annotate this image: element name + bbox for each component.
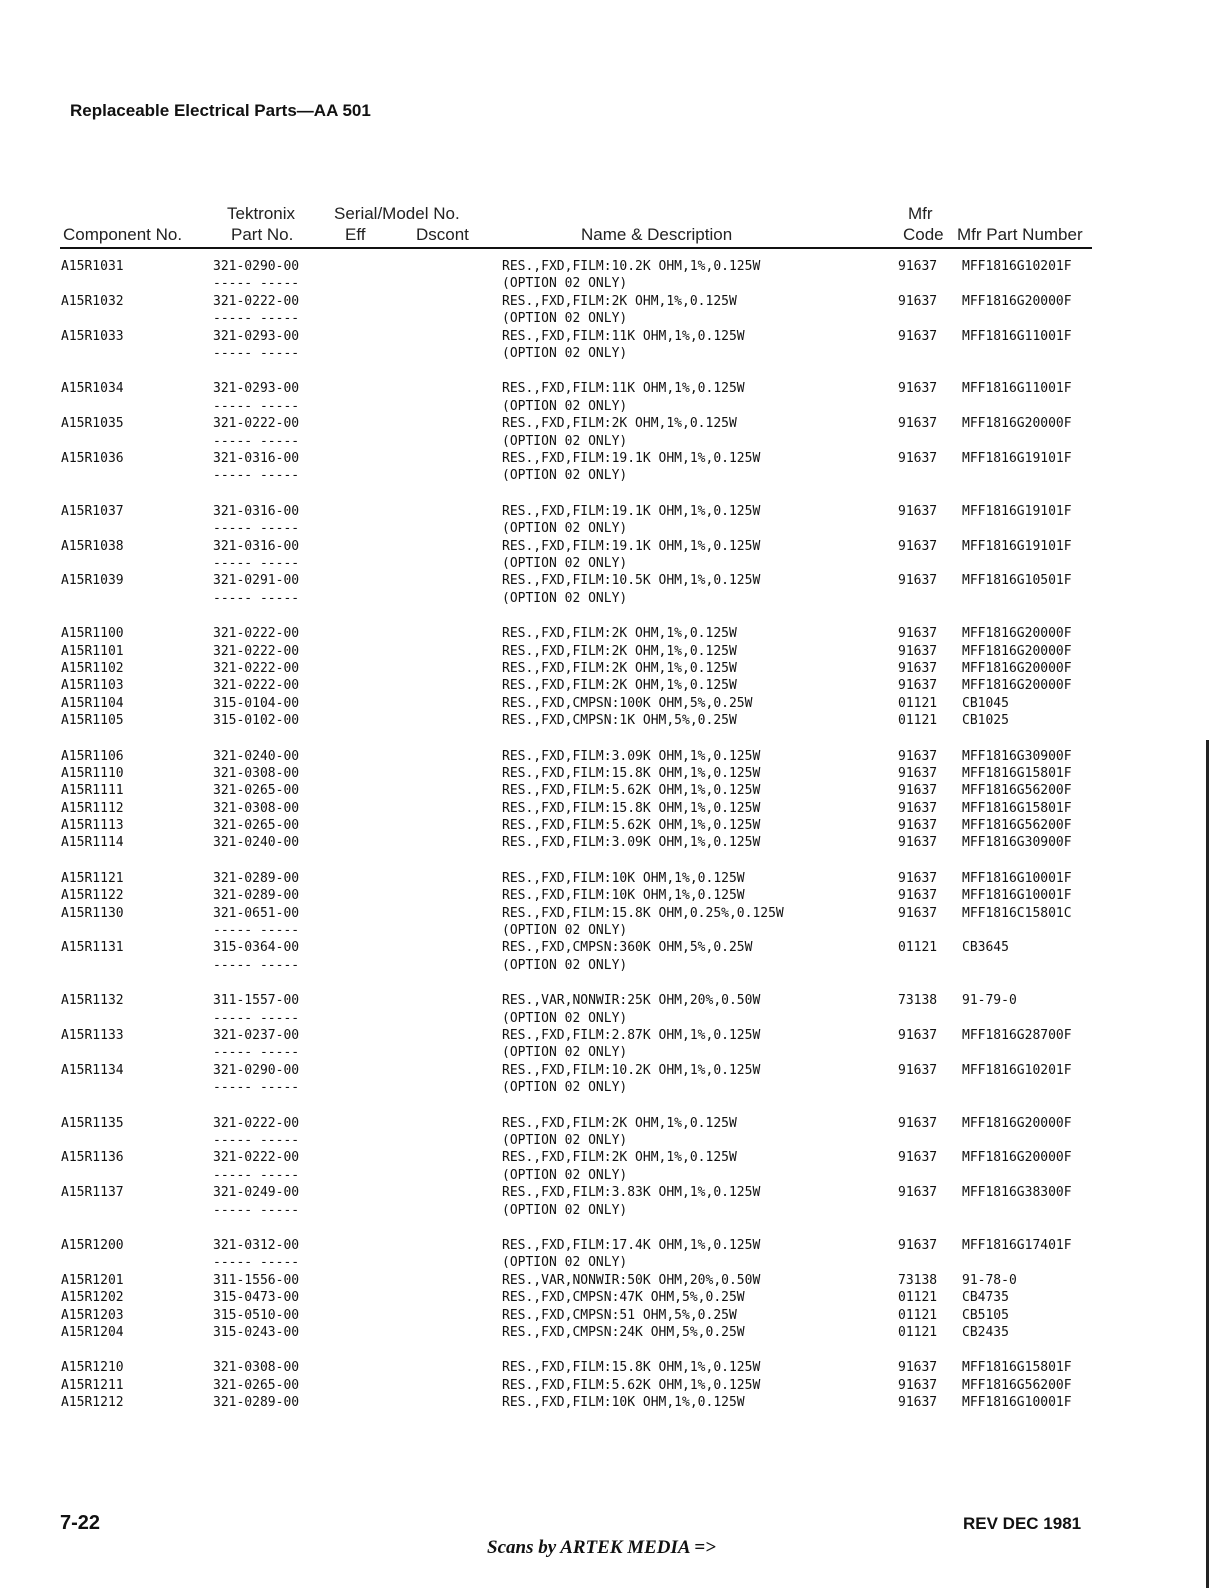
mfr-code: 91637 — [898, 259, 938, 274]
component-no: A15R1210 — [61, 1360, 124, 1376]
table-row — [0, 905, 1230, 940]
description: RES.,FXD,FILM:15.8K OHM,0.25%,0.125W — [502, 905, 784, 921]
mfr-part-number: MFF1816G10001F — [962, 870, 1072, 886]
component-no: A15R1112 — [61, 800, 124, 816]
table-row — [0, 538, 1230, 573]
description: RES.,FXD,FILM:15.8K OHM,1%,0.125W — [502, 1360, 761, 1376]
row-group — [0, 1115, 1230, 1219]
mfr-code: 91637 — [898, 905, 938, 921]
part-no-dashes: ----- ----- — [213, 1010, 300, 1026]
component-no: A15R1038 — [61, 538, 124, 554]
mfr-part-number: MFF1816G10001F — [962, 1395, 1072, 1411]
description: RES.,FXD,FILM:2.87K OHM,1%,0.125W — [502, 1028, 761, 1044]
part-no-dashes: ----- ----- — [213, 345, 300, 361]
table-row — [0, 695, 1230, 712]
mfr-part-number: MFF1816G10201F — [962, 1062, 1072, 1078]
row-group — [0, 748, 1230, 852]
row-group — [0, 1237, 1230, 1341]
option-note: (OPTION 02 ONLY) — [502, 276, 628, 292]
component-no: A15R1033 — [61, 328, 124, 344]
description: RES.,FXD,CMPSN:1K OHM,5%,0.25W — [502, 713, 737, 729]
part-no-dashes: ----- ----- — [213, 1167, 300, 1183]
description: RES.,FXD,CMPSN:47K OHM,5%,0.25W — [502, 1290, 745, 1306]
table-row — [0, 1062, 1230, 1097]
mfr-part-number: MFF1816G20000F — [962, 416, 1072, 432]
table-row — [0, 1394, 1230, 1411]
description: RES.,FXD,FILM:2K OHM,1%,0.125W — [502, 626, 737, 642]
mfr-part-number: MFF1816G19101F — [962, 450, 1072, 466]
component-no: A15R1133 — [61, 1028, 124, 1044]
part-no-dashes: ----- ----- — [213, 276, 300, 292]
mfr-code: 91637 — [898, 1062, 938, 1078]
parts-table — [0, 258, 1230, 1430]
component-no: A15R1039 — [61, 573, 124, 589]
part-no-dashes: ----- ----- — [213, 311, 300, 327]
component-no: A15R1135 — [61, 1115, 124, 1131]
col-dscont: Dscont — [416, 225, 469, 244]
component-no: A15R1102 — [61, 660, 124, 676]
table-row — [0, 939, 1230, 974]
component-no: A15R1031 — [61, 259, 124, 274]
tektronix-part-no: 321-0289-00 — [213, 870, 300, 886]
description: RES.,FXD,CMPSN:51 OHM,5%,0.25W — [502, 1307, 737, 1323]
component-no: A15R1203 — [61, 1307, 124, 1323]
table-row — [0, 765, 1230, 782]
tektronix-part-no: 321-0222-00 — [213, 1115, 300, 1131]
page-number: 7-22 — [60, 1512, 101, 1534]
description: RES.,FXD,FILM:3.83K OHM,1%,0.125W — [502, 1185, 761, 1201]
description: RES.,FXD,FILM:19.1K OHM,1%,0.125W — [502, 450, 761, 466]
col-mfr-line2: Code — [903, 225, 944, 244]
description: RES.,FXD,FILM:2K OHM,1%,0.125W — [502, 293, 737, 309]
option-note: (OPTION 02 ONLY) — [502, 433, 628, 449]
mfr-code: 91637 — [898, 1360, 938, 1376]
mfr-part-number: CB1025 — [962, 713, 1009, 729]
mfr-code: 91637 — [898, 800, 938, 816]
mfr-code: 91637 — [898, 1238, 938, 1254]
tektronix-part-no: 315-0473-00 — [213, 1290, 300, 1306]
mfr-part-number: MFF1816G20000F — [962, 643, 1072, 659]
mfr-part-number: CB1045 — [962, 695, 1009, 711]
col-eff: Eff — [345, 225, 366, 244]
component-no: A15R1114 — [61, 835, 124, 851]
mfr-code: 91637 — [898, 835, 938, 851]
description: RES.,FXD,FILM:10K OHM,1%,0.125W — [502, 1395, 745, 1411]
table-row — [0, 1307, 1230, 1324]
component-no: A15R1035 — [61, 416, 124, 432]
row-group — [0, 992, 1230, 1096]
table-row — [0, 643, 1230, 660]
table-row — [0, 1115, 1230, 1150]
part-no-dashes: ----- ----- — [213, 1133, 300, 1149]
component-no: A15R1212 — [61, 1395, 124, 1411]
table-row — [0, 625, 1230, 642]
part-no-dashes: ----- ----- — [213, 468, 300, 484]
component-no: A15R1137 — [61, 1185, 124, 1201]
description: RES.,FXD,FILM:2K OHM,1%,0.125W — [502, 678, 737, 694]
table-row — [0, 748, 1230, 765]
row-group — [0, 258, 1230, 362]
row-group — [0, 870, 1230, 974]
table-row — [0, 1149, 1230, 1184]
mfr-part-number: 91-79-0 — [962, 993, 1017, 1009]
mfr-code: 91637 — [898, 1377, 938, 1393]
mfr-code: 91637 — [898, 1185, 938, 1201]
mfr-code: 91637 — [898, 381, 938, 397]
part-no-dashes: ----- ----- — [213, 923, 300, 939]
tektronix-part-no: 321-0316-00 — [213, 503, 300, 519]
tektronix-part-no: 321-0237-00 — [213, 1028, 300, 1044]
tektronix-part-no: 321-0289-00 — [213, 888, 300, 904]
tektronix-part-no: 321-0293-00 — [213, 381, 300, 397]
mfr-code: 91637 — [898, 328, 938, 344]
description: RES.,FXD,FILM:5.62K OHM,1%,0.125W — [502, 1377, 761, 1393]
column-headers — [0, 200, 1230, 250]
mfr-part-number: MFF1816G15801F — [962, 765, 1072, 781]
description: RES.,VAR,NONWIR:25K OHM,20%,0.50W — [502, 993, 761, 1009]
mfr-code: 91637 — [898, 678, 938, 694]
tektronix-part-no: 321-0651-00 — [213, 905, 300, 921]
mfr-code: 01121 — [898, 695, 938, 711]
description: RES.,FXD,FILM:10.5K OHM,1%,0.125W — [502, 573, 761, 589]
tektronix-part-no: 321-0222-00 — [213, 626, 300, 642]
tektronix-part-no: 321-0222-00 — [213, 660, 300, 676]
option-note: (OPTION 02 ONLY) — [502, 590, 628, 606]
mfr-code: 91637 — [898, 450, 938, 466]
table-row — [0, 572, 1230, 607]
part-no-dashes: ----- ----- — [213, 1202, 300, 1218]
component-no: A15R1131 — [61, 940, 124, 956]
mfr-part-number: MFF1816G20000F — [962, 293, 1072, 309]
table-row — [0, 834, 1230, 851]
mfr-code: 91637 — [898, 573, 938, 589]
description: RES.,FXD,FILM:10K OHM,1%,0.125W — [502, 888, 745, 904]
tektronix-part-no: 315-0510-00 — [213, 1307, 300, 1323]
mfr-part-number: MFF1816G56200F — [962, 1377, 1072, 1393]
mfr-code: 91637 — [898, 660, 938, 676]
part-no-dashes: ----- ----- — [213, 521, 300, 537]
tektronix-part-no: 321-0290-00 — [213, 1062, 300, 1078]
description: RES.,FXD,FILM:5.62K OHM,1%,0.125W — [502, 818, 761, 834]
col-tek-line1: Tektronix — [227, 204, 296, 223]
description: RES.,FXD,FILM:11K OHM,1%,0.125W — [502, 381, 745, 397]
table-row — [0, 415, 1230, 450]
description: RES.,FXD,FILM:2K OHM,1%,0.125W — [502, 1150, 737, 1166]
mfr-code: 01121 — [898, 1324, 938, 1340]
mfr-code: 91637 — [898, 416, 938, 432]
tektronix-part-no: 321-0265-00 — [213, 1377, 300, 1393]
mfr-code: 91637 — [898, 626, 938, 642]
description: RES.,FXD,FILM:3.09K OHM,1%,0.125W — [502, 835, 761, 851]
mfr-part-number: MFF1816G17401F — [962, 1238, 1072, 1254]
mfr-part-number: MFF1816G38300F — [962, 1185, 1072, 1201]
mfr-part-number: MFF1816G20000F — [962, 1115, 1072, 1131]
component-no: A15R1101 — [61, 643, 124, 659]
mfr-code: 91637 — [898, 888, 938, 904]
tektronix-part-no: 321-0222-00 — [213, 643, 300, 659]
component-no: A15R1204 — [61, 1324, 124, 1340]
part-no-dashes: ----- ----- — [213, 433, 300, 449]
description: RES.,FXD,FILM:10K OHM,1%,0.125W — [502, 870, 745, 886]
table-row — [0, 450, 1230, 485]
description: RES.,FXD,CMPSN:24K OHM,5%,0.25W — [502, 1324, 745, 1340]
tektronix-part-no: 321-0308-00 — [213, 800, 300, 816]
option-note: (OPTION 02 ONLY) — [502, 1045, 628, 1061]
option-note: (OPTION 02 ONLY) — [502, 923, 628, 939]
component-no: A15R1201 — [61, 1272, 124, 1288]
mfr-code: 91637 — [898, 765, 938, 781]
row-group — [0, 380, 1230, 484]
description: RES.,FXD,FILM:2K OHM,1%,0.125W — [502, 1115, 737, 1131]
tektronix-part-no: 321-0240-00 — [213, 748, 300, 764]
table-row — [0, 1289, 1230, 1306]
mfr-part-number: MFF1816G19101F — [962, 538, 1072, 554]
table-row — [0, 1184, 1230, 1219]
mfr-part-number: MFF1816G20000F — [962, 1150, 1072, 1166]
option-note: (OPTION 02 ONLY) — [502, 1010, 628, 1026]
mfr-part-number: MFF1816G15801F — [962, 800, 1072, 816]
component-no: A15R1111 — [61, 783, 124, 799]
option-note: (OPTION 02 ONLY) — [502, 345, 628, 361]
component-no: A15R1037 — [61, 503, 124, 519]
tektronix-part-no: 321-0291-00 — [213, 573, 300, 589]
option-note: (OPTION 02 ONLY) — [502, 1202, 628, 1218]
table-row — [0, 712, 1230, 729]
option-note: (OPTION 02 ONLY) — [502, 311, 628, 327]
mfr-part-number: MFF1816G28700F — [962, 1028, 1072, 1044]
tektronix-part-no: 321-0222-00 — [213, 293, 300, 309]
table-row — [0, 1272, 1230, 1289]
option-note: (OPTION 02 ONLY) — [502, 555, 628, 571]
option-note: (OPTION 02 ONLY) — [502, 1167, 628, 1183]
tektronix-part-no: 321-0265-00 — [213, 818, 300, 834]
mfr-part-number: MFF1816G30900F — [962, 835, 1072, 851]
tektronix-part-no: 315-0104-00 — [213, 695, 300, 711]
col-mfr-part: Mfr Part Number — [957, 225, 1083, 244]
tektronix-part-no: 321-0265-00 — [213, 783, 300, 799]
component-no: A15R1200 — [61, 1238, 124, 1254]
description: RES.,FXD,FILM:11K OHM,1%,0.125W — [502, 328, 745, 344]
mfr-code: 01121 — [898, 940, 938, 956]
description: RES.,FXD,FILM:10.2K OHM,1%,0.125W — [502, 1062, 761, 1078]
component-no: A15R1134 — [61, 1062, 124, 1078]
part-no-dashes: ----- ----- — [213, 590, 300, 606]
tektronix-part-no: 315-0243-00 — [213, 1324, 300, 1340]
component-no: A15R1122 — [61, 888, 124, 904]
option-note: (OPTION 02 ONLY) — [502, 468, 628, 484]
description: RES.,FXD,FILM:3.09K OHM,1%,0.125W — [502, 748, 761, 764]
option-note: (OPTION 02 ONLY) — [502, 1255, 628, 1271]
component-no: A15R1202 — [61, 1290, 124, 1306]
table-row — [0, 293, 1230, 328]
component-no: A15R1110 — [61, 765, 124, 781]
mfr-code: 91637 — [898, 643, 938, 659]
description: RES.,FXD,FILM:15.8K OHM,1%,0.125W — [502, 765, 761, 781]
table-row — [0, 660, 1230, 677]
scan-credit: Scans by ARTEK MEDIA => — [487, 1537, 716, 1558]
table-row — [0, 328, 1230, 363]
table-row — [0, 800, 1230, 817]
mfr-part-number: CB5105 — [962, 1307, 1009, 1323]
mfr-part-number: MFF1816G56200F — [962, 818, 1072, 834]
mfr-code: 91637 — [898, 818, 938, 834]
part-no-dashes: ----- ----- — [213, 957, 300, 973]
component-no: A15R1034 — [61, 381, 124, 397]
component-no: A15R1036 — [61, 450, 124, 466]
table-row — [0, 1377, 1230, 1394]
option-note: (OPTION 02 ONLY) — [502, 521, 628, 537]
mfr-code: 91637 — [898, 293, 938, 309]
col-tek-line2: Part No. — [231, 225, 294, 244]
tektronix-part-no: 321-0308-00 — [213, 1360, 300, 1376]
table-row — [0, 1027, 1230, 1062]
tektronix-part-no: 321-0312-00 — [213, 1238, 300, 1254]
mfr-part-number: MFF1816G15801F — [962, 1360, 1072, 1376]
mfr-part-number: MFF1816G19101F — [962, 503, 1072, 519]
mfr-part-number: MFF1816G10201F — [962, 259, 1072, 274]
mfr-part-number: MFF1816G20000F — [962, 678, 1072, 694]
mfr-code: 91637 — [898, 503, 938, 519]
component-no: A15R1032 — [61, 293, 124, 309]
tektronix-part-no: 321-0289-00 — [213, 1395, 300, 1411]
component-no: A15R1103 — [61, 678, 124, 694]
description: RES.,FXD,FILM:5.62K OHM,1%,0.125W — [502, 783, 761, 799]
description: RES.,FXD,FILM:10.2K OHM,1%,0.125W — [502, 259, 761, 274]
tektronix-part-no: 321-0308-00 — [213, 765, 300, 781]
component-no: A15R1121 — [61, 870, 124, 886]
description: RES.,FXD,FILM:19.1K OHM,1%,0.125W — [502, 503, 761, 519]
mfr-part-number: MFF1816G20000F — [962, 626, 1072, 642]
description: RES.,VAR,NONWIR:50K OHM,20%,0.50W — [502, 1272, 761, 1288]
description: RES.,FXD,FILM:19.1K OHM,1%,0.125W — [502, 538, 761, 554]
description: RES.,FXD,CMPSN:100K OHM,5%,0.25W — [502, 695, 753, 711]
part-no-dashes: ----- ----- — [213, 398, 300, 414]
part-no-dashes: ----- ----- — [213, 1045, 300, 1061]
table-row — [0, 870, 1230, 887]
mfr-code: 01121 — [898, 1307, 938, 1323]
option-note: (OPTION 02 ONLY) — [502, 1080, 628, 1096]
description: RES.,FXD,FILM:2K OHM,1%,0.125W — [502, 660, 737, 676]
component-no: A15R1104 — [61, 695, 124, 711]
table-row — [0, 1324, 1230, 1341]
tektronix-part-no: 311-1557-00 — [213, 993, 300, 1009]
description: RES.,FXD,FILM:15.8K OHM,1%,0.125W — [502, 800, 761, 816]
table-row — [0, 503, 1230, 538]
table-row — [0, 782, 1230, 799]
tektronix-part-no: 311-1556-00 — [213, 1272, 300, 1288]
description: RES.,FXD,CMPSN:360K OHM,5%,0.25W — [502, 940, 753, 956]
revision-date: REV DEC 1981 — [963, 1514, 1082, 1533]
tektronix-part-no: 321-0240-00 — [213, 835, 300, 851]
component-no: A15R1136 — [61, 1150, 124, 1166]
mfr-code: 91637 — [898, 538, 938, 554]
mfr-code: 91637 — [898, 870, 938, 886]
mfr-code: 91637 — [898, 1395, 938, 1411]
mfr-part-number: MFF1816G10501F — [962, 573, 1072, 589]
table-row — [0, 258, 1230, 293]
mfr-code: 91637 — [898, 748, 938, 764]
page-title: Replaceable Electrical Parts—AA 501 — [70, 101, 371, 120]
tektronix-part-no: 315-0102-00 — [213, 713, 300, 729]
mfr-part-number: MFF1816G11001F — [962, 328, 1072, 344]
row-group — [0, 503, 1230, 607]
table-row — [0, 677, 1230, 694]
mfr-part-number: CB4735 — [962, 1290, 1009, 1306]
table-row — [0, 817, 1230, 834]
tektronix-part-no: 321-0222-00 — [213, 1150, 300, 1166]
col-component: Component No. — [63, 225, 183, 244]
component-no: A15R1105 — [61, 713, 124, 729]
tektronix-part-no: 321-0316-00 — [213, 450, 300, 466]
tektronix-part-no: 321-0293-00 — [213, 328, 300, 344]
col-serial: Serial/Model No. — [334, 204, 460, 223]
option-note: (OPTION 02 ONLY) — [502, 1133, 628, 1149]
col-mfr-line1: Mfr — [908, 204, 933, 223]
mfr-code: 01121 — [898, 713, 938, 729]
mfr-part-number: MFF1816G11001F — [962, 381, 1072, 397]
option-note: (OPTION 02 ONLY) — [502, 398, 628, 414]
mfr-code: 91637 — [898, 1028, 938, 1044]
component-no: A15R1211 — [61, 1377, 124, 1393]
mfr-part-number: MFF1816G56200F — [962, 783, 1072, 799]
component-no: A15R1100 — [61, 626, 124, 642]
option-note: (OPTION 02 ONLY) — [502, 957, 628, 973]
col-description: Name & Description — [581, 225, 733, 244]
mfr-part-number: MFF1816C15801C — [962, 905, 1072, 921]
part-no-dashes: ----- ----- — [213, 1255, 300, 1271]
component-no: A15R1130 — [61, 905, 124, 921]
mfr-code: 01121 — [898, 1290, 938, 1306]
tektronix-part-no: 315-0364-00 — [213, 940, 300, 956]
mfr-code: 91637 — [898, 1115, 938, 1131]
table-row — [0, 1359, 1230, 1376]
description: RES.,FXD,FILM:17.4K OHM,1%,0.125W — [502, 1238, 761, 1254]
tektronix-part-no: 321-0290-00 — [213, 259, 300, 274]
component-no: A15R1106 — [61, 748, 124, 764]
mfr-part-number: MFF1816G20000F — [962, 660, 1072, 676]
tektronix-part-no: 321-0316-00 — [213, 538, 300, 554]
tektronix-part-no: 321-0249-00 — [213, 1185, 300, 1201]
table-row — [0, 1237, 1230, 1272]
mfr-part-number: MFF1816G10001F — [962, 888, 1072, 904]
mfr-code: 91637 — [898, 1150, 938, 1166]
table-row — [0, 380, 1230, 415]
mfr-part-number: MFF1816G30900F — [962, 748, 1072, 764]
mfr-part-number: CB2435 — [962, 1324, 1009, 1340]
table-row — [0, 887, 1230, 904]
mfr-code: 73138 — [898, 993, 938, 1009]
mfr-code: 73138 — [898, 1272, 938, 1288]
description: RES.,FXD,FILM:2K OHM,1%,0.125W — [502, 416, 737, 432]
table-row — [0, 992, 1230, 1027]
row-group — [0, 625, 1230, 729]
mfr-code: 91637 — [898, 783, 938, 799]
tektronix-part-no: 321-0222-00 — [213, 678, 300, 694]
header-rule — [60, 247, 1092, 249]
component-no: A15R1113 — [61, 818, 124, 834]
part-no-dashes: ----- ----- — [213, 555, 300, 571]
component-no: A15R1132 — [61, 993, 124, 1009]
scan-edge-line — [1206, 740, 1209, 1588]
description: RES.,FXD,FILM:2K OHM,1%,0.125W — [502, 643, 737, 659]
part-no-dashes: ----- ----- — [213, 1080, 300, 1096]
mfr-part-number: 91-78-0 — [962, 1272, 1017, 1288]
tektronix-part-no: 321-0222-00 — [213, 416, 300, 432]
mfr-part-number: CB3645 — [962, 940, 1009, 956]
row-group — [0, 1359, 1230, 1411]
